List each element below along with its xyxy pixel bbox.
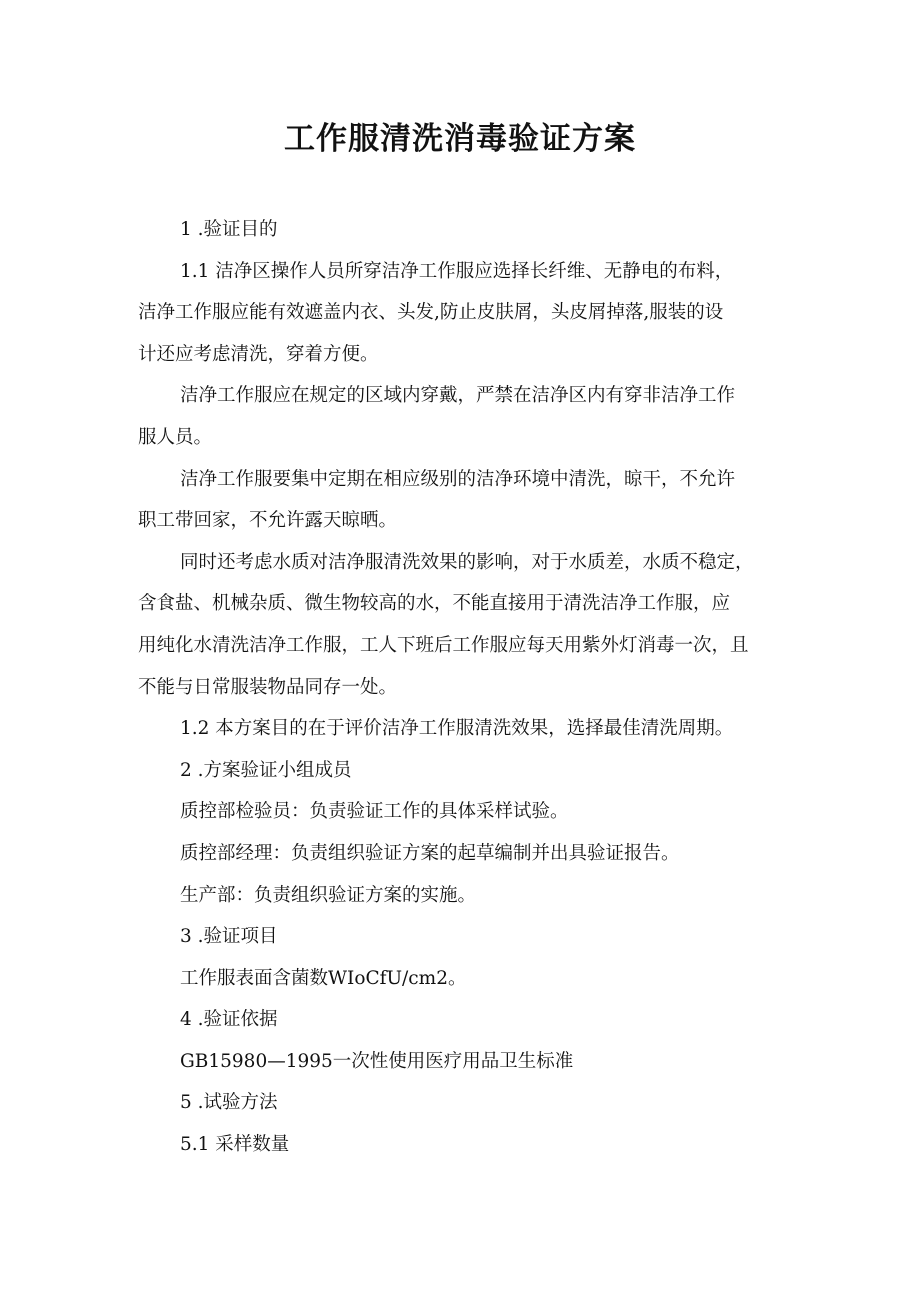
paragraph-line: 计还应考虑清洗，穿着方便。 (138, 343, 379, 365)
document-title: 工作服清洗消毒验证方案 (284, 121, 636, 157)
paragraph-line: 洁净工作服应能有效遮盖内衣、头发,防止皮肤屑，头皮屑掉落,服装的设 (138, 302, 724, 324)
section-heading-team: 2 .方案验证小组成员 (180, 759, 352, 781)
paragraph-line: 职工带回家，不允许露天晾晒。 (138, 510, 398, 532)
section-heading-basis: 4 .验证依据 (180, 1009, 278, 1031)
paragraph-line: 洁净工作服要集中定期在相应级别的洁净环境中清洗，晾干，不允许 (180, 468, 736, 490)
paragraph-line: 1.2 本方案目的在于评价洁净工作服清洗效果，选择最佳清洗周期。 (180, 718, 734, 740)
paragraph-line: GB15980—1995一次性使用医疗用品卫生标准 (180, 1050, 574, 1072)
paragraph-line: 质控部经理：负责组织验证方案的起草编制并出具验证报告。 (180, 842, 680, 864)
paragraph-line: 工作服表面含菌数WIoCfU/cm2。 (180, 967, 467, 989)
section-heading-items: 3 .验证项目 (180, 926, 278, 948)
paragraph-line: 生产部：负责组织验证方案的实施。 (180, 884, 477, 906)
paragraph-line: 同时还考虑水质对洁净服清洗效果的影响，对于水质差，水质不稳定， (180, 551, 754, 573)
paragraph-line: 不能与日常服装物品同存一处。 (138, 676, 398, 698)
section-heading-method: 5 .试验方法 (180, 1092, 278, 1114)
paragraph-line: 洁净工作服应在规定的区域内穿戴，严禁在洁净区内有穿非洁净工作 (180, 385, 736, 407)
paragraph-line: 1.1 洁净区操作人员所穿洁净工作服应选择长纤维、无静电的布料， (180, 260, 734, 282)
document-body (138, 209, 800, 1166)
section-heading-purpose: 1 .验证目的 (180, 219, 278, 240)
paragraph-line: 质控部检验员：负责验证工作的具体采样试验。 (180, 801, 569, 823)
paragraph-line: 用纯化水清洗洁净工作服，工人下班后工作服应每天用紫外灯消毒一次，且 (138, 634, 749, 656)
paragraph-line: 含食盐、机械杂质、微生物较高的水，不能直接用于清洗洁净工作服，应 (138, 593, 731, 615)
paragraph-line: 服人员。 (138, 426, 213, 448)
subsection-heading-sampling: 5.1 采样数量 (180, 1134, 290, 1156)
